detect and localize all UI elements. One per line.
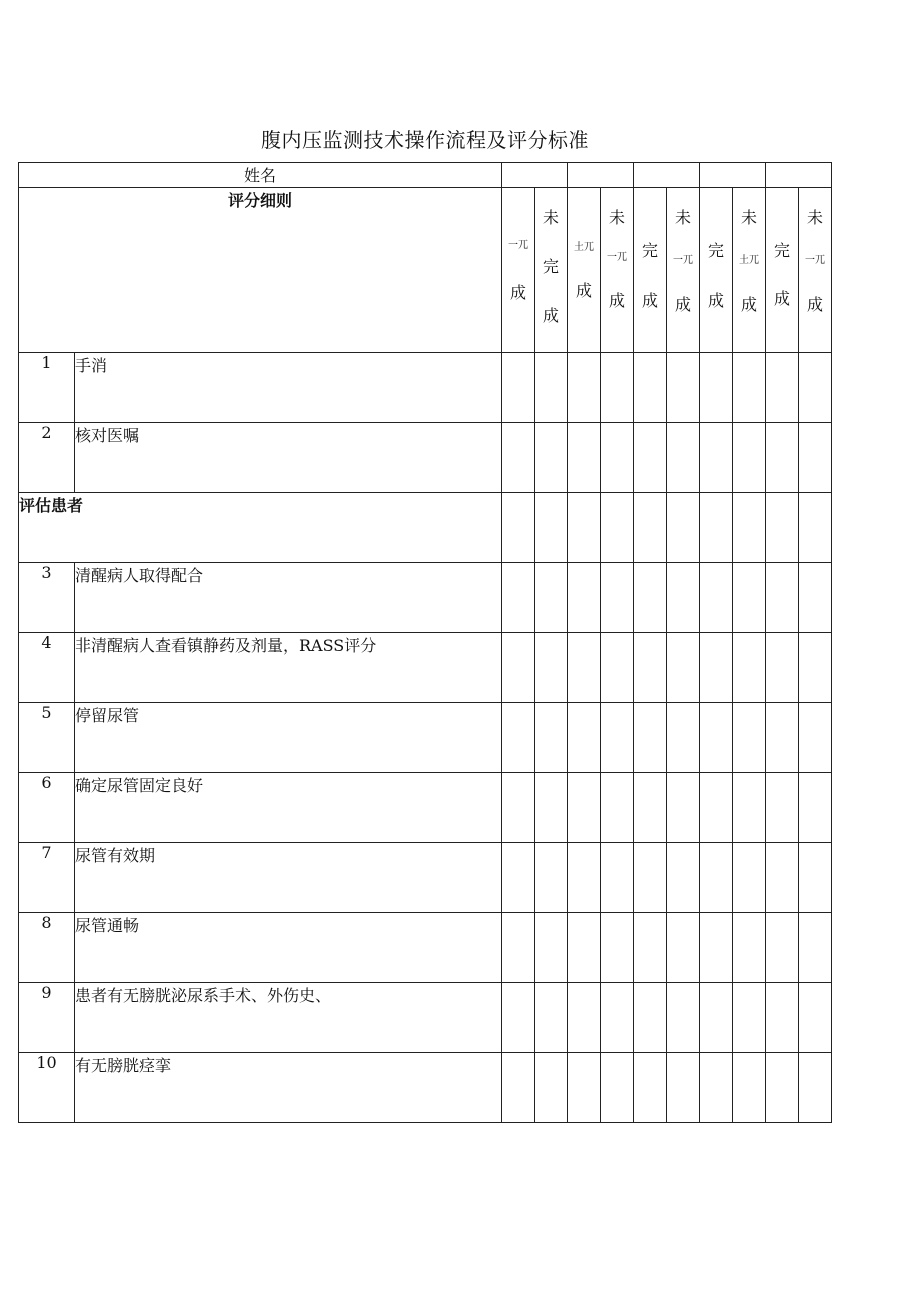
score-cell[interactable] bbox=[700, 843, 733, 913]
score-cell[interactable] bbox=[766, 353, 799, 423]
criteria-row bbox=[19, 703, 832, 773]
score-cell[interactable] bbox=[535, 703, 568, 773]
score-cell[interactable] bbox=[700, 983, 733, 1053]
score-cell[interactable] bbox=[568, 423, 601, 493]
score-cell[interactable] bbox=[601, 703, 634, 773]
score-cell[interactable] bbox=[799, 843, 832, 913]
score-cell[interactable] bbox=[502, 773, 535, 843]
score-cell[interactable] bbox=[667, 913, 700, 983]
score-cell[interactable] bbox=[634, 1053, 667, 1123]
item-description: 尿管有效期 bbox=[75, 843, 502, 913]
score-cell[interactable] bbox=[766, 983, 799, 1053]
examinee-name-cell[interactable] bbox=[568, 163, 634, 188]
score-cell[interactable] bbox=[733, 843, 766, 913]
score-cell[interactable] bbox=[634, 423, 667, 493]
score-cell[interactable] bbox=[535, 563, 568, 633]
item-number: 8 bbox=[19, 913, 75, 983]
score-cell[interactable] bbox=[766, 843, 799, 913]
score-cell[interactable] bbox=[535, 423, 568, 493]
score-cell[interactable] bbox=[799, 423, 832, 493]
score-cell[interactable] bbox=[799, 633, 832, 703]
score-cell[interactable] bbox=[568, 633, 601, 703]
score-cell[interactable] bbox=[799, 1053, 832, 1123]
status-header-incomplete: 未 一兀 成 bbox=[601, 188, 634, 353]
item-number: 5 bbox=[19, 703, 75, 773]
criteria-row bbox=[19, 843, 832, 913]
score-cell[interactable] bbox=[700, 773, 733, 843]
item-number: 3 bbox=[19, 563, 75, 633]
item-description: 手消 bbox=[75, 353, 502, 423]
score-cell[interactable] bbox=[502, 493, 535, 563]
criteria-row bbox=[19, 983, 832, 1053]
item-description: 清醒病人取得配合 bbox=[75, 563, 502, 633]
score-cell[interactable] bbox=[733, 773, 766, 843]
criteria-rows bbox=[19, 353, 832, 1123]
score-cell[interactable] bbox=[634, 353, 667, 423]
score-cell[interactable] bbox=[502, 353, 535, 423]
score-cell[interactable] bbox=[502, 703, 535, 773]
score-cell[interactable] bbox=[535, 913, 568, 983]
score-cell[interactable] bbox=[700, 493, 733, 563]
score-cell[interactable] bbox=[601, 493, 634, 563]
score-cell[interactable] bbox=[766, 773, 799, 843]
examinee-name-cell[interactable] bbox=[502, 163, 568, 188]
score-cell[interactable] bbox=[667, 703, 700, 773]
item-description: 确定尿管固定良好 bbox=[75, 773, 502, 843]
score-cell[interactable] bbox=[502, 913, 535, 983]
score-cell[interactable] bbox=[700, 353, 733, 423]
score-cell[interactable] bbox=[667, 423, 700, 493]
score-cell[interactable] bbox=[535, 773, 568, 843]
header-row bbox=[19, 188, 832, 353]
score-cell[interactable] bbox=[634, 703, 667, 773]
score-cell[interactable] bbox=[601, 1053, 634, 1123]
score-cell[interactable] bbox=[601, 913, 634, 983]
score-cell[interactable] bbox=[799, 703, 832, 773]
score-cell[interactable] bbox=[733, 353, 766, 423]
score-cell[interactable] bbox=[634, 843, 667, 913]
score-cell[interactable] bbox=[568, 353, 601, 423]
section-heading: 评估患者 bbox=[19, 493, 502, 563]
score-cell[interactable] bbox=[799, 773, 832, 843]
score-cell[interactable] bbox=[634, 563, 667, 633]
status-header-incomplete: 未 一兀 成 bbox=[667, 188, 700, 353]
status-header-completed: 完 成 bbox=[634, 188, 667, 353]
score-cell[interactable] bbox=[535, 843, 568, 913]
score-cell[interactable] bbox=[634, 913, 667, 983]
score-cell[interactable] bbox=[766, 1053, 799, 1123]
item-number: 9 bbox=[19, 983, 75, 1053]
score-cell[interactable] bbox=[766, 493, 799, 563]
score-cell[interactable] bbox=[601, 843, 634, 913]
status-header-incomplete: 未 完 成 bbox=[535, 188, 568, 353]
score-cell[interactable] bbox=[766, 423, 799, 493]
score-cell[interactable] bbox=[766, 913, 799, 983]
score-cell[interactable] bbox=[502, 423, 535, 493]
criteria-row bbox=[19, 353, 832, 423]
criteria-row bbox=[19, 423, 832, 493]
score-cell[interactable] bbox=[799, 983, 832, 1053]
status-header-completed: 完 成 bbox=[700, 188, 733, 353]
name-label: 姓名 bbox=[19, 163, 502, 188]
item-description: 患者有无膀胱泌尿系手术、外伤史、 bbox=[75, 983, 502, 1053]
item-description: 非清醒病人查看镇静药及剂量，RASS评分 bbox=[75, 633, 502, 703]
score-cell[interactable] bbox=[733, 1053, 766, 1123]
score-cell[interactable] bbox=[667, 353, 700, 423]
score-cell[interactable] bbox=[601, 773, 634, 843]
score-cell[interactable] bbox=[700, 423, 733, 493]
score-cell[interactable] bbox=[733, 563, 766, 633]
item-description: 尿管通畅 bbox=[75, 913, 502, 983]
status-header-completed: 土兀 成 bbox=[568, 188, 601, 353]
criteria-row bbox=[19, 773, 832, 843]
score-cell[interactable] bbox=[568, 983, 601, 1053]
score-cell[interactable] bbox=[667, 983, 700, 1053]
section-row bbox=[19, 493, 832, 563]
item-number: 6 bbox=[19, 773, 75, 843]
item-description: 有无膀胱痉挛 bbox=[75, 1053, 502, 1123]
score-cell[interactable] bbox=[634, 493, 667, 563]
score-cell[interactable] bbox=[601, 423, 634, 493]
score-cell[interactable] bbox=[799, 493, 832, 563]
status-header-incomplete: 未 一兀 成 bbox=[799, 188, 832, 353]
score-cell[interactable] bbox=[700, 703, 733, 773]
score-cell[interactable] bbox=[535, 983, 568, 1053]
item-number: 2 bbox=[19, 423, 75, 493]
score-cell[interactable] bbox=[733, 493, 766, 563]
score-cell[interactable] bbox=[799, 353, 832, 423]
score-cell[interactable] bbox=[667, 843, 700, 913]
score-cell[interactable] bbox=[568, 703, 601, 773]
score-cell[interactable] bbox=[568, 563, 601, 633]
score-cell[interactable] bbox=[502, 633, 535, 703]
examinee-name-cell[interactable] bbox=[700, 163, 766, 188]
score-cell[interactable] bbox=[766, 563, 799, 633]
score-cell[interactable] bbox=[766, 703, 799, 773]
score-cell[interactable] bbox=[535, 633, 568, 703]
score-cell[interactable] bbox=[601, 633, 634, 703]
score-cell[interactable] bbox=[733, 913, 766, 983]
score-cell[interactable] bbox=[535, 1053, 568, 1123]
score-cell[interactable] bbox=[502, 983, 535, 1053]
score-cell[interactable] bbox=[568, 843, 601, 913]
criteria-row bbox=[19, 1053, 832, 1123]
examinee-name-cell[interactable] bbox=[766, 163, 832, 188]
score-cell[interactable] bbox=[733, 703, 766, 773]
item-number: 4 bbox=[19, 633, 75, 703]
score-cell[interactable] bbox=[667, 1053, 700, 1123]
score-cell[interactable] bbox=[667, 633, 700, 703]
item-number: 1 bbox=[19, 353, 75, 423]
score-cell[interactable] bbox=[601, 983, 634, 1053]
score-cell[interactable] bbox=[502, 563, 535, 633]
score-cell[interactable] bbox=[667, 773, 700, 843]
score-cell[interactable] bbox=[733, 633, 766, 703]
score-cell[interactable] bbox=[601, 353, 634, 423]
criteria-label: 评分细则 bbox=[19, 188, 502, 353]
criteria-row bbox=[19, 913, 832, 983]
page-title: 腹内压监测技术操作流程及评分标准 bbox=[261, 128, 589, 152]
score-cell[interactable] bbox=[568, 493, 601, 563]
status-header-incomplete: 未 土兀 成 bbox=[733, 188, 766, 353]
score-cell[interactable] bbox=[700, 633, 733, 703]
score-cell[interactable] bbox=[799, 913, 832, 983]
score-cell[interactable] bbox=[667, 563, 700, 633]
score-cell[interactable] bbox=[634, 633, 667, 703]
examinee-name-cell[interactable] bbox=[634, 163, 700, 188]
score-cell[interactable] bbox=[700, 1053, 733, 1123]
item-number: 10 bbox=[19, 1053, 75, 1123]
score-cell[interactable] bbox=[799, 563, 832, 633]
item-description: 核对医嘱 bbox=[75, 423, 502, 493]
score-cell[interactable] bbox=[535, 493, 568, 563]
item-description: 停留尿管 bbox=[75, 703, 502, 773]
score-cell[interactable] bbox=[601, 563, 634, 633]
score-cell[interactable] bbox=[733, 423, 766, 493]
criteria-row bbox=[19, 633, 832, 703]
status-header-completed: 一兀 成 bbox=[502, 188, 535, 353]
scoring-table bbox=[18, 162, 832, 1123]
score-cell[interactable] bbox=[568, 1053, 601, 1123]
score-cell[interactable] bbox=[502, 843, 535, 913]
name-row bbox=[19, 163, 832, 188]
score-cell[interactable] bbox=[568, 773, 601, 843]
score-cell[interactable] bbox=[766, 633, 799, 703]
score-cell[interactable] bbox=[535, 353, 568, 423]
score-cell[interactable] bbox=[568, 913, 601, 983]
criteria-row bbox=[19, 563, 832, 633]
score-cell[interactable] bbox=[667, 493, 700, 563]
score-cell[interactable] bbox=[634, 983, 667, 1053]
score-cell[interactable] bbox=[700, 913, 733, 983]
status-header-completed: 完 成 bbox=[766, 188, 799, 353]
score-cell[interactable] bbox=[502, 1053, 535, 1123]
score-cell[interactable] bbox=[733, 983, 766, 1053]
score-cell[interactable] bbox=[634, 773, 667, 843]
score-cell[interactable] bbox=[700, 563, 733, 633]
item-number: 7 bbox=[19, 843, 75, 913]
